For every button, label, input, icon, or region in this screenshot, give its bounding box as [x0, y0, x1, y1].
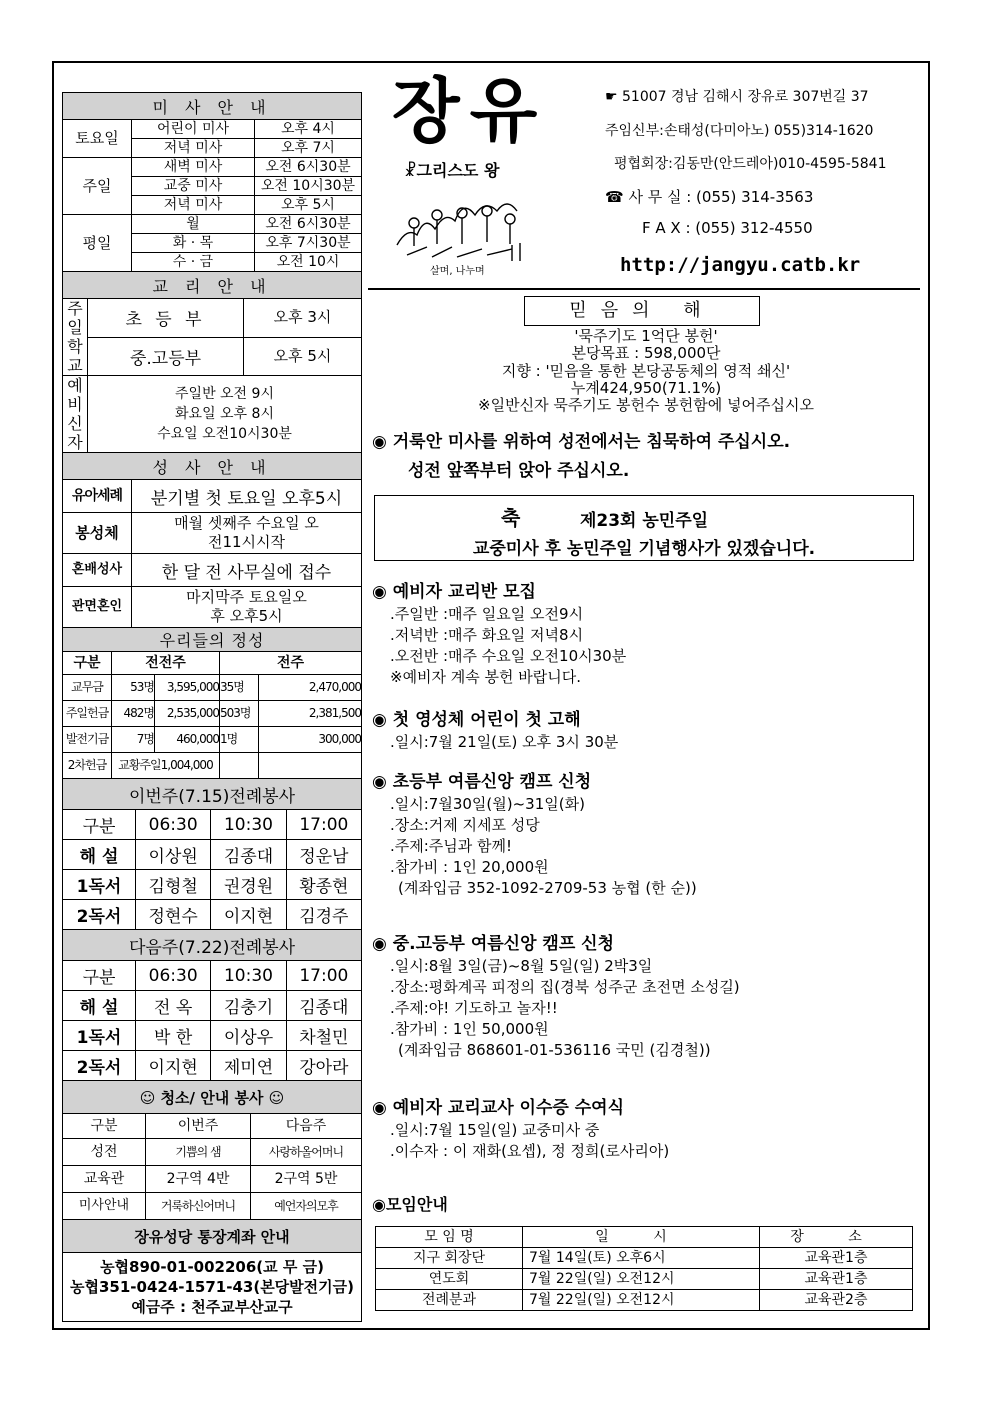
- meeting-place: 교육관1층: [760, 1248, 913, 1269]
- duty-this-table: [62, 778, 362, 930]
- offering-head: 전전주: [112, 652, 220, 675]
- duty-person: 제미연: [211, 1051, 286, 1081]
- sacrament-name: 봉성체: [63, 513, 132, 554]
- pre-class: 화요일 오후 8시: [175, 406, 274, 422]
- offering-label: 주일헌금: [63, 701, 112, 727]
- meeting-name: 연도회: [376, 1269, 523, 1290]
- duty-role: 2독서: [63, 1051, 136, 1081]
- mass-time: 오전 6시30분: [255, 215, 362, 234]
- section-title: ◉ 예비자 교리교사 이수증 수여식: [372, 1098, 624, 1118]
- section-line: .주제:야! 기도하고 놀자!!: [390, 999, 558, 1017]
- sacrament-detail: 매월 셋째주 수요일 오전11시시작: [132, 513, 362, 554]
- section-line: .참가비 : 1인 50,000원: [390, 1020, 549, 1038]
- section-title: ◉ 초등부 여름신앙 캠프 신청: [372, 772, 592, 792]
- section-catechist-certificate: [372, 1096, 924, 1162]
- section-title: ◉ 예비자 교리반 모집: [372, 582, 536, 602]
- duty-person: 강아라: [286, 1051, 361, 1081]
- offering-label: 2차헌금: [63, 753, 112, 779]
- duty-role: 2독서: [63, 900, 136, 930]
- class-time: 오후 3시: [244, 299, 362, 338]
- address: ☛ 51007 경남 김해시 장유로 307번길 37: [605, 89, 869, 105]
- offering-count: 503명: [220, 701, 259, 727]
- offering-count: 35명: [220, 675, 259, 701]
- duty-next-table: [62, 929, 362, 1081]
- pre-label: 예 비 신 자: [63, 376, 88, 453]
- celebration-box: [374, 495, 914, 561]
- mass-time: 오후 7시: [255, 139, 362, 158]
- offering-amount: 2,470,000: [259, 675, 362, 701]
- offering-amount: 2,381,500: [259, 701, 362, 727]
- duty-role: 해 설: [63, 840, 136, 870]
- mass-name: 저녁 미사: [132, 196, 255, 215]
- account-title: 장유성당 통장계좌 안내: [63, 1220, 362, 1253]
- section-line: .참가비 : 1인 20,000원: [390, 858, 549, 876]
- meeting-head: 장 소: [760, 1227, 913, 1248]
- offering-amount: 교황주일1,004,000: [112, 753, 220, 779]
- faith-year-title: 믿음의 해: [524, 296, 760, 326]
- meeting-time: 7월 22일(일) 오전12시: [523, 1290, 760, 1311]
- faith-year-line: 본당목표 : 598,000단: [571, 344, 721, 362]
- cleaning-head: 다음주: [251, 1114, 362, 1139]
- section-youth-camp: [372, 932, 924, 1061]
- week-label: 평일: [63, 215, 132, 272]
- duty-person: 정현수: [136, 900, 211, 930]
- duty-person: 김종대: [211, 840, 286, 870]
- duty-role: 해 설: [63, 991, 136, 1021]
- duty-person: 이지현: [211, 900, 286, 930]
- mass-time: 오후 5시: [255, 196, 362, 215]
- offering-amount: 300,000: [259, 727, 362, 753]
- meetings-heading: [372, 1193, 924, 1217]
- celebration-badge: 축: [501, 506, 521, 530]
- catechism-table: [62, 271, 362, 453]
- duty-head: 구분: [63, 810, 136, 840]
- offering-count: 53명: [112, 675, 155, 701]
- cleaning-group: 2구역 5반: [251, 1166, 362, 1193]
- mass-name: 월: [132, 215, 255, 234]
- chi-rho-icon: ☧: [404, 161, 417, 180]
- section-line: .장소:평화계곡 피정의 집(경북 성주군 초전면 소성길): [390, 978, 740, 996]
- section-line: .일시:8월 3일(금)~8월 5일(일) 2박3일: [390, 957, 653, 975]
- sat-label: 토요일: [63, 120, 132, 158]
- school-label: 주 일 학 교: [63, 299, 88, 376]
- sacrament-table: [62, 452, 362, 628]
- meeting-place: 교육관1층: [760, 1269, 913, 1290]
- section-title: ◉ 첫 영성체 어린이 첫 고해: [372, 710, 581, 730]
- cleaning-head: 이번주: [146, 1114, 251, 1139]
- duty-head: 10:30: [211, 810, 286, 840]
- section-elementary-camp: [372, 770, 924, 899]
- mass-time: 오후 4시: [255, 120, 362, 139]
- pastor-info: 주임신부:손태성(다미아노) 055)314-1620: [605, 123, 874, 139]
- offering-table: [62, 627, 362, 779]
- duty-this-title: 이번주(7.15)전례봉사: [63, 779, 362, 810]
- mass-name: 어린이 미사: [132, 120, 255, 139]
- section-line: .이수자 : 이 재화(요셉), 정 정희(로사리아): [390, 1142, 670, 1160]
- cleaning-group: 거룩하신어머니: [146, 1193, 251, 1220]
- meetings-table: [375, 1226, 913, 1311]
- mass-name: 수 · 금: [132, 253, 255, 272]
- celebration-title: 제23회 농민주일: [579, 511, 709, 531]
- mass-time: 오전 6시30분: [255, 158, 362, 177]
- pre-class: 수요일 오전10시30분: [157, 426, 292, 442]
- section-line: .주일반 :매주 일요일 오전9시: [390, 605, 584, 623]
- faith-year-line: ※일반신자 묵주기도 봉헌수 봉헌함에 넣어주십시오: [478, 396, 814, 414]
- cleaning-place: 미사안내: [63, 1193, 146, 1220]
- parish-name: ☧그리스도 왕: [404, 161, 500, 180]
- catechism-title: 교 리 안 내: [63, 272, 362, 299]
- sacrament-name: 관면혼인: [63, 587, 132, 628]
- duty-person: 정운남: [286, 840, 361, 870]
- cleaning-group: 예언자의모후: [251, 1193, 362, 1220]
- meeting-time: 7월 14일(토) 오후6시: [523, 1248, 760, 1269]
- hand-pointer-icon: ☛: [605, 89, 623, 105]
- section-first-confession: [372, 708, 924, 753]
- duty-person: 김형철: [136, 870, 211, 900]
- faith-year-line: 지향 : '믿음을 통한 본당공동체의 영적 쇄신': [501, 362, 791, 380]
- duty-role: 1독서: [63, 1021, 136, 1051]
- class-time: 오후 5시: [244, 337, 362, 376]
- section-title: ◉ 중.고등부 여름신앙 캠프 신청: [372, 934, 615, 954]
- duty-person: 차철민: [286, 1021, 361, 1051]
- meeting-name: 전례분과: [376, 1290, 523, 1311]
- mass-name: 화 · 목: [132, 234, 255, 253]
- left-column: [62, 92, 362, 1322]
- duty-person: 황종현: [286, 870, 361, 900]
- section-line: ※예비자 계속 봉헌 바랍니다.: [390, 668, 582, 686]
- sacrament-name: 혼배성사: [63, 554, 132, 587]
- silence-notice: [372, 428, 790, 486]
- section-catechumen: [372, 580, 924, 688]
- cleaning-group: 기쁨의 샘: [146, 1139, 251, 1166]
- duty-role: 1독서: [63, 870, 136, 900]
- section-line: .저녁반 :매주 화요일 저녁8시: [390, 626, 584, 644]
- section-line: .주제:주님과 함께!: [390, 837, 513, 855]
- duty-head: 17:00: [286, 961, 361, 991]
- mass-time: 오전 10시30분: [255, 177, 362, 196]
- section-title: ◉모임안내: [372, 1195, 448, 1214]
- meeting-place: 교육관2층: [760, 1290, 913, 1311]
- account-lines: [63, 1253, 362, 1322]
- mass-name: 새벽 미사: [132, 158, 255, 177]
- mass-time: 오후 7시30분: [255, 234, 362, 253]
- meeting-name: 지구 회장단: [376, 1248, 523, 1269]
- duty-person: 박 한: [136, 1021, 211, 1051]
- section-line: (계좌입금 352-1092-2709-53 농협 (한 순)): [398, 879, 697, 897]
- duty-person: 권경원: [211, 870, 286, 900]
- class-name: 초 등 부: [88, 299, 244, 338]
- cleaning-head: 구분: [63, 1114, 146, 1139]
- cleaning-place: 교육관: [63, 1166, 146, 1193]
- cleaning-table: [62, 1080, 362, 1220]
- section-line: .일시:7월 21일(토) 오후 3시 30분: [390, 733, 619, 751]
- meeting-time: 7월 22일(일) 오전12시: [523, 1269, 760, 1290]
- sacrament-detail: 마지막주 토요일오후 오후5시: [132, 587, 362, 628]
- sacrament-detail: 한 달 전 사무실에 접수: [132, 554, 362, 587]
- duty-head: 10:30: [211, 961, 286, 991]
- account-line: 예금주 : 천주교부산교구: [131, 1298, 293, 1316]
- duty-head: 06:30: [136, 961, 211, 991]
- fax-number: F A X : (055) 312-4550: [642, 219, 813, 237]
- section-line: .오전반 :매주 수요일 오전10시30분: [390, 647, 627, 665]
- sacrament-name: 유아세례: [63, 480, 132, 513]
- mass-title: 미 사 안 내: [63, 93, 362, 120]
- website-url: http://jangyu.catb.kr: [620, 254, 861, 276]
- faith-year-line: '묵주기도 1억단 봉헌': [574, 327, 718, 345]
- duty-person: 이상우: [211, 1021, 286, 1051]
- offering-title: 우리들의 정성: [63, 628, 362, 652]
- celebration-detail: 교중미사 후 농민주일 기념행사가 있겠습니다.: [472, 539, 816, 559]
- motto: 살며, 나누며: [430, 266, 485, 277]
- duty-head: 17:00: [286, 810, 361, 840]
- section-line: .장소:거제 지세포 성당: [390, 816, 540, 834]
- offering-amount: 2,535,000: [155, 701, 220, 727]
- mass-name: 교중 미사: [132, 177, 255, 196]
- mass-time: 오전 10시: [255, 253, 362, 272]
- offering-count: 7명: [112, 727, 155, 753]
- meeting-head: 모 임 명: [376, 1227, 523, 1248]
- cleaning-group: 2구역 4반: [146, 1166, 251, 1193]
- duty-person: 이지현: [136, 1051, 211, 1081]
- offering-amount: 3,595,000: [155, 675, 220, 701]
- cleaning-place: 성전: [63, 1139, 146, 1166]
- offering-amount: 460,000: [155, 727, 220, 753]
- offering-count: 482명: [112, 701, 155, 727]
- offering-count: 1명: [220, 727, 259, 753]
- class-name: 중.고등부: [88, 337, 244, 376]
- sun-label: 주일: [63, 158, 132, 215]
- sacrament-title: 성 사 안 내: [63, 453, 362, 480]
- account-line: 농협351-0424-1571-43(본당발전기금): [70, 1278, 354, 1296]
- meeting-head: 일 시: [523, 1227, 760, 1248]
- duty-next-title: 다음주(7.22)전례봉사: [63, 930, 362, 961]
- duty-person: 김충기: [211, 991, 286, 1021]
- duty-head: 06:30: [136, 810, 211, 840]
- offering-head: 전주: [220, 652, 362, 675]
- section-line: .일시:7월30일(월)~31일(화): [390, 795, 585, 813]
- sacrament-detail: 분기별 첫 토요일 오후5시: [132, 480, 362, 513]
- faith-year-line: 누계424,950(71.1%): [570, 379, 722, 397]
- offering-head: 구분: [63, 652, 112, 675]
- mass-name: 저녁 미사: [132, 139, 255, 158]
- cleaning-title: ☺ 청소/ 안내 봉사 ☺: [63, 1081, 362, 1114]
- cleaning-group: 사랑하올어머니: [251, 1139, 362, 1166]
- duty-head: 구분: [63, 961, 136, 991]
- notice-line: 성전 앞쪽부터 앉아 주십시오.: [408, 461, 630, 481]
- notice-line: ◉ 거룩안 미사를 위하여 성전에서는 침묵하여 주십시오.: [372, 432, 791, 452]
- chairman-info: 평협회장:김동만(안드레아)010-4595-5841: [614, 156, 887, 172]
- offering-label: 교무금: [63, 675, 112, 701]
- phone-icon: ☎: [605, 188, 629, 206]
- duty-person: 이상원: [136, 840, 211, 870]
- section-line: .일시:7월 15일(일) 교중미사 중: [390, 1121, 600, 1139]
- duty-person: 전 옥: [136, 991, 211, 1021]
- office-phone: ☎ 사 무 실 : (055) 314-3563: [605, 188, 814, 206]
- account-line: 농협890-01-002206(교 무 금): [100, 1258, 324, 1276]
- mass-table: [62, 92, 362, 272]
- account-table: [62, 1219, 362, 1322]
- bulletin-logo: 장유: [392, 69, 548, 152]
- pre-class: 주일반 오전 9시: [175, 386, 274, 402]
- section-line: (계좌입금 868601-01-536116 국민 (김경철)): [398, 1041, 711, 1059]
- pre-classes: [88, 376, 362, 453]
- duty-person: 김종대: [286, 991, 361, 1021]
- duty-person: 김경주: [286, 900, 361, 930]
- offering-label: 발전기금: [63, 727, 112, 753]
- header-divider: [368, 288, 920, 290]
